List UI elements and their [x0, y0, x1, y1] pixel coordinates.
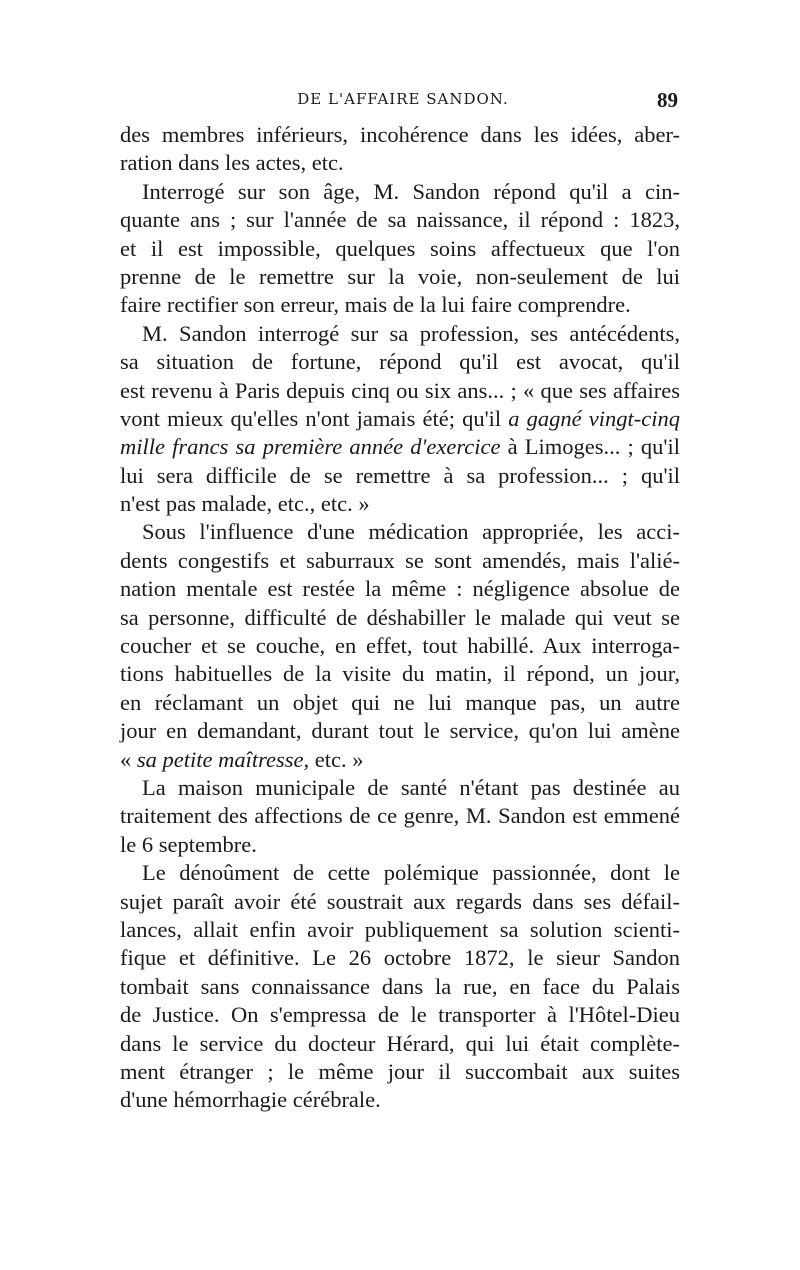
text-line [120, 291, 680, 319]
text-line [120, 518, 680, 546]
text-line [120, 774, 680, 802]
text-line [120, 916, 680, 944]
paragraph [120, 859, 680, 1115]
paragraph [120, 178, 680, 320]
text-run: de Justice. On s'empressa de le transporter à l'Hôtel-Dieu [120, 1002, 680, 1028]
text-line [120, 433, 680, 461]
text-line [120, 973, 680, 1001]
text-line [120, 1058, 680, 1086]
text-line [120, 831, 680, 859]
text-run: lui sera difficile de se remettre à sa profession... ; qu'il [120, 462, 680, 488]
text-line [120, 632, 680, 660]
text-run: à Limoges... ; qu'il [500, 434, 680, 460]
text-line [120, 746, 680, 774]
text-run: quante ans ; sur l'année de sa naissance, il répond : 1823, [120, 207, 680, 233]
text-run: sujet paraît avoir été soustrait aux regards dans ses défail- [120, 888, 680, 914]
text-run: dans le service du docteur Hérard, qui lui était complète- [120, 1030, 680, 1056]
text-run: ment étranger ; le même jour il succombait aux suites [120, 1058, 680, 1084]
italic-text: sa petite maîtresse, [136, 746, 310, 772]
text-run: prenne de le remettre sur la voie, non-seulement de lui [120, 263, 680, 289]
text-line [120, 263, 680, 291]
text-run: des membres inférieurs, incohérence dans les idées, aber- [120, 122, 680, 147]
text-run: lances, allait enfin avoir publiquement sa solution scienti- [120, 916, 680, 942]
body-text [120, 121, 680, 1115]
text-run: La maison municipale de santé n'étant pas destinée au [142, 774, 680, 800]
running-title: DE L'AFFAIRE SANDON. [297, 90, 509, 108]
text-line [120, 802, 680, 830]
text-line [120, 405, 680, 433]
text-run: en réclamant un objet qui ne lui manque pas, un autre [120, 689, 680, 715]
text-line [120, 575, 680, 603]
text-run: n'est pas malade, etc., etc. » [120, 491, 370, 517]
running-head [128, 88, 678, 118]
text-run: coucher et se couche, en effet, tout habillé. Aux interroga- [120, 633, 680, 659]
paragraph [120, 518, 680, 774]
text-line [120, 888, 680, 916]
text-line [120, 178, 680, 206]
text-line [120, 121, 680, 149]
paragraph [120, 774, 680, 859]
text-run: vont mieux qu'elles n'ont jamais été; qu'il [120, 405, 509, 431]
text-run: nation mentale est restée la même : négligence absolue de [120, 576, 680, 602]
text-run: Interrogé sur son âge, M. Sandon répond qu'il a cin- [142, 178, 680, 204]
text-line [120, 604, 680, 632]
text-run: M. Sandon interrogé sur sa profession, ses antécédents, [142, 320, 680, 346]
text-line [120, 348, 680, 376]
text-line [120, 660, 680, 688]
text-line [120, 1001, 680, 1029]
paragraph [120, 121, 680, 178]
text-line [120, 859, 680, 887]
text-run: traitement des affections de ce genre, M. Sandon est emmené [120, 803, 680, 829]
text-line [120, 689, 680, 717]
text-run: faire rectifier son erreur, mais de la lui faire comprendre. [120, 292, 631, 318]
text-run: fique et définitive. Le 26 octobre 1872, le sieur Sandon [120, 945, 680, 971]
text-line [120, 149, 680, 177]
text-line [120, 206, 680, 234]
italic-text: a gagné vingt-cinq [508, 405, 680, 431]
text-run: dents congestifs et saburraux se sont amendés, mais l'alié- [120, 547, 680, 573]
text-line [120, 235, 680, 263]
text-line [120, 717, 680, 745]
text-line [120, 377, 680, 405]
page-number: 89 [657, 88, 678, 112]
text-run: etc. » [309, 746, 364, 772]
text-run: le 6 septembre. [120, 831, 257, 857]
text-line [120, 944, 680, 972]
text-run: et il est impossible, quelques soins affectueux que l'on [120, 235, 680, 261]
paragraph [120, 320, 680, 519]
text-run: tions habituelles de la visite du matin, il répond, un jour, [120, 661, 680, 687]
text-line [120, 490, 680, 518]
text-run: tombait sans connaissance dans la rue, en face du Palais [120, 973, 680, 999]
text-run: sa situation de fortune, répond qu'il est avocat, qu'il [120, 349, 680, 375]
text-line [120, 1086, 680, 1114]
text-run: ration dans les actes, etc. [120, 150, 344, 176]
text-run: sa personne, difficulté de déshabiller le malade qui veut se [120, 604, 680, 630]
text-run: « [120, 746, 137, 772]
text-run: jour en demandant, durant tout le service, qu'on lui amène [120, 718, 680, 744]
text-line [120, 547, 680, 575]
italic-text: mille francs sa première année d'exercice [120, 434, 501, 460]
text-line [120, 320, 680, 348]
text-run: Sous l'influence d'une médication appropriée, les acci- [142, 519, 680, 545]
text-line [120, 462, 680, 490]
text-line [120, 1030, 680, 1058]
text-run: d'une hémorrhagie cérébrale. [120, 1087, 381, 1113]
text-run: Le dénoûment de cette polémique passionnée, dont le [142, 860, 680, 886]
text-run: est revenu à Paris depuis cinq ou six ans... ; « que ses affaires [120, 377, 680, 403]
